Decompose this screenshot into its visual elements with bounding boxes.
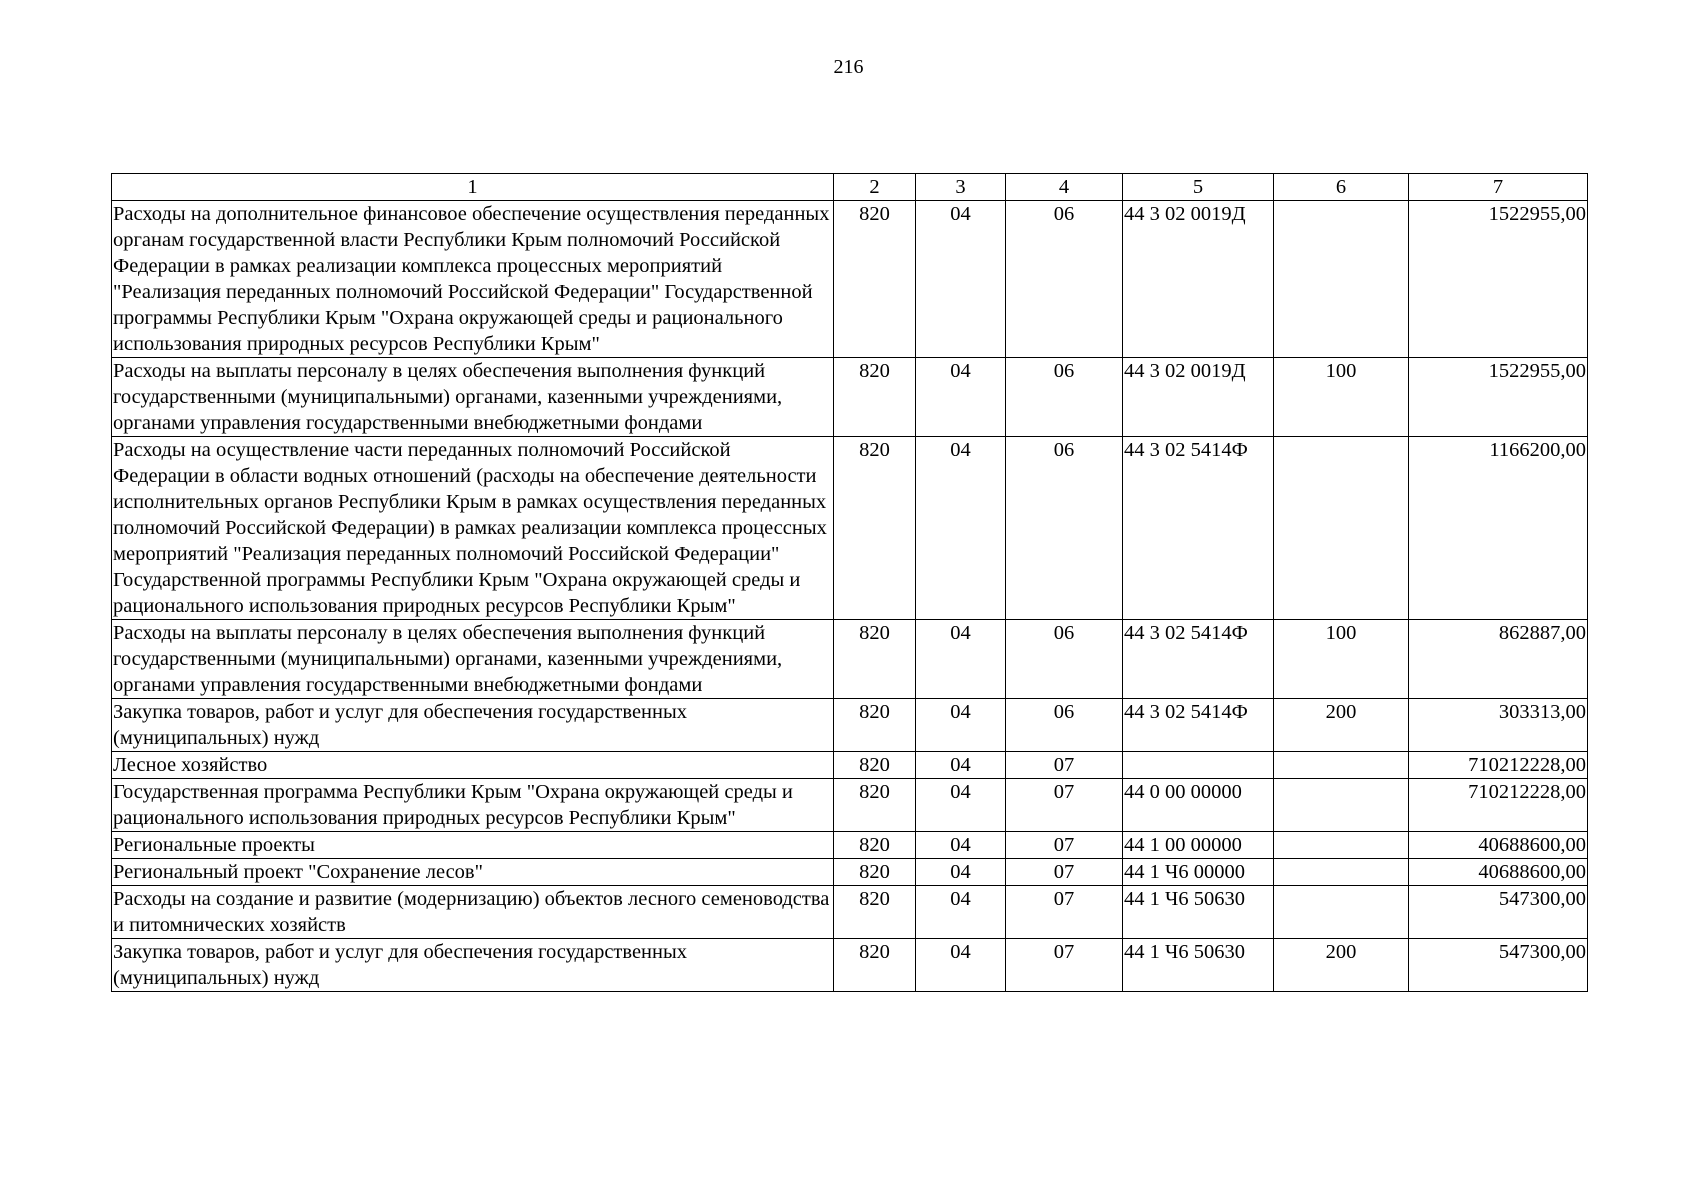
table-row xyxy=(112,201,1588,358)
row-code-3: 04 xyxy=(916,859,1006,886)
row-code-4: 06 xyxy=(1006,620,1123,699)
row-code-5: 44 3 02 5414Ф xyxy=(1123,620,1274,699)
row-code-3: 04 xyxy=(916,620,1006,699)
table-row xyxy=(112,620,1588,699)
row-code-2: 820 xyxy=(834,437,916,620)
row-name: Региональный проект "Сохранение лесов" xyxy=(112,859,834,886)
row-code-3: 04 xyxy=(916,886,1006,939)
table-row xyxy=(112,358,1588,437)
row-code-4: 06 xyxy=(1006,437,1123,620)
row-code-2: 820 xyxy=(834,699,916,752)
row-amount: 40688600,00 xyxy=(1409,859,1588,886)
row-name: Региональные проекты xyxy=(112,832,834,859)
row-code-6 xyxy=(1274,886,1409,939)
row-code-2: 820 xyxy=(834,201,916,358)
row-amount: 1166200,00 xyxy=(1409,437,1588,620)
row-code-2: 820 xyxy=(834,939,916,992)
row-name: Расходы на дополнительное финансовое обеспечение осуществления переданных органам государственной власти Республики Крым полномочий Российской Федерации в рамках реализации комплекса процессных мероприятий "Реализация переданных полномочий Российской Федерации" Государственной программы Республики Крым "Охрана окружающей среды и рационального использования природных ресурсов Республики Крым" xyxy=(112,201,834,358)
row-code-2: 820 xyxy=(834,752,916,779)
row-amount: 710212228,00 xyxy=(1409,752,1588,779)
column-header-4: 4 xyxy=(1006,174,1123,201)
row-name: Закупка товаров, работ и услуг для обеспечения государственных (муниципальных) нужд xyxy=(112,939,834,992)
column-header-6: 6 xyxy=(1274,174,1409,201)
row-code-5: 44 3 02 5414Ф xyxy=(1123,699,1274,752)
row-code-4: 07 xyxy=(1006,779,1123,832)
row-code-4: 07 xyxy=(1006,832,1123,859)
row-code-6: 200 xyxy=(1274,939,1409,992)
row-amount: 547300,00 xyxy=(1409,939,1588,992)
table-row xyxy=(112,886,1588,939)
row-code-3: 04 xyxy=(916,358,1006,437)
column-header-1: 1 xyxy=(112,174,834,201)
row-code-2: 820 xyxy=(834,358,916,437)
row-code-6 xyxy=(1274,437,1409,620)
row-code-6: 100 xyxy=(1274,358,1409,437)
row-code-6: 200 xyxy=(1274,699,1409,752)
table-row xyxy=(112,859,1588,886)
row-name: Расходы на создание и развитие (модернизацию) объектов лесного семеноводства и питомнических хозяйств xyxy=(112,886,834,939)
row-amount: 40688600,00 xyxy=(1409,832,1588,859)
row-code-2: 820 xyxy=(834,832,916,859)
row-amount: 1522955,00 xyxy=(1409,201,1588,358)
row-amount: 1522955,00 xyxy=(1409,358,1588,437)
table-header-row xyxy=(112,174,1588,201)
row-code-3: 04 xyxy=(916,832,1006,859)
row-code-4: 07 xyxy=(1006,886,1123,939)
row-code-3: 04 xyxy=(916,752,1006,779)
row-code-4: 07 xyxy=(1006,859,1123,886)
row-code-5: 44 1 Ч6 50630 xyxy=(1123,886,1274,939)
row-code-4: 07 xyxy=(1006,939,1123,992)
row-name: Расходы на выплаты персоналу в целях обеспечения выполнения функций государственными (муниципальными) органами, казенными учреждениями, органами управления государственными внебюджетными фондами xyxy=(112,358,834,437)
row-code-3: 04 xyxy=(916,939,1006,992)
row-code-2: 820 xyxy=(834,620,916,699)
row-code-6 xyxy=(1274,859,1409,886)
row-code-5: 44 1 00 00000 xyxy=(1123,832,1274,859)
row-amount: 547300,00 xyxy=(1409,886,1588,939)
row-code-4: 06 xyxy=(1006,358,1123,437)
row-code-6 xyxy=(1274,201,1409,358)
row-code-3: 04 xyxy=(916,699,1006,752)
row-code-3: 04 xyxy=(916,779,1006,832)
row-code-5: 44 3 02 0019Д xyxy=(1123,201,1274,358)
row-name: Закупка товаров, работ и услуг для обеспечения государственных (муниципальных) нужд xyxy=(112,699,834,752)
row-code-6 xyxy=(1274,832,1409,859)
table-row xyxy=(112,939,1588,992)
table-row xyxy=(112,752,1588,779)
row-code-5: 44 3 02 0019Д xyxy=(1123,358,1274,437)
row-name: Расходы на осуществление части переданных полномочий Российской Федерации в области водных отношений (расходы на обеспечение деятельности исполнительных органов Республики Крым в рамках осуществления переданных полномочий Российской Федерации) в рамках реализации комплекса процессных мероприятий "Реализация переданных полномочий Российской Федерации" Государственной программы Республики Крым "Охрана окружающей среды и рационального использования природных ресурсов Республики Крым" xyxy=(112,437,834,620)
column-header-3: 3 xyxy=(916,174,1006,201)
row-code-2: 820 xyxy=(834,779,916,832)
row-code-5: 44 3 02 5414Ф xyxy=(1123,437,1274,620)
row-code-4: 06 xyxy=(1006,699,1123,752)
page-number: 216 xyxy=(833,56,864,78)
row-code-3: 04 xyxy=(916,437,1006,620)
table-row xyxy=(112,832,1588,859)
row-code-4: 07 xyxy=(1006,752,1123,779)
row-code-6 xyxy=(1274,752,1409,779)
row-name: Расходы на выплаты персоналу в целях обеспечения выполнения функций государственными (муниципальными) органами, казенными учреждениями, органами управления государственными внебюджетными фондами xyxy=(112,620,834,699)
row-code-3: 04 xyxy=(916,201,1006,358)
row-code-5: 44 1 Ч6 50630 xyxy=(1123,939,1274,992)
row-code-5: 44 1 Ч6 00000 xyxy=(1123,859,1274,886)
row-code-2: 820 xyxy=(834,859,916,886)
row-code-6: 100 xyxy=(1274,620,1409,699)
table-row xyxy=(112,779,1588,832)
row-amount: 710212228,00 xyxy=(1409,779,1588,832)
table-row xyxy=(112,699,1588,752)
row-name: Государственная программа Республики Крым "Охрана окружающей среды и рационального использования природных ресурсов Республики Крым" xyxy=(112,779,834,832)
row-code-4: 06 xyxy=(1006,201,1123,358)
column-header-5: 5 xyxy=(1123,174,1274,201)
column-header-7: 7 xyxy=(1409,174,1588,201)
row-code-5 xyxy=(1123,752,1274,779)
row-code-6 xyxy=(1274,779,1409,832)
table-row xyxy=(112,437,1588,620)
row-amount: 862887,00 xyxy=(1409,620,1588,699)
row-amount: 303313,00 xyxy=(1409,699,1588,752)
row-code-5: 44 0 00 00000 xyxy=(1123,779,1274,832)
row-name: Лесное хозяйство xyxy=(112,752,834,779)
budget-table xyxy=(111,173,1588,992)
column-header-2: 2 xyxy=(834,174,916,201)
row-code-2: 820 xyxy=(834,886,916,939)
